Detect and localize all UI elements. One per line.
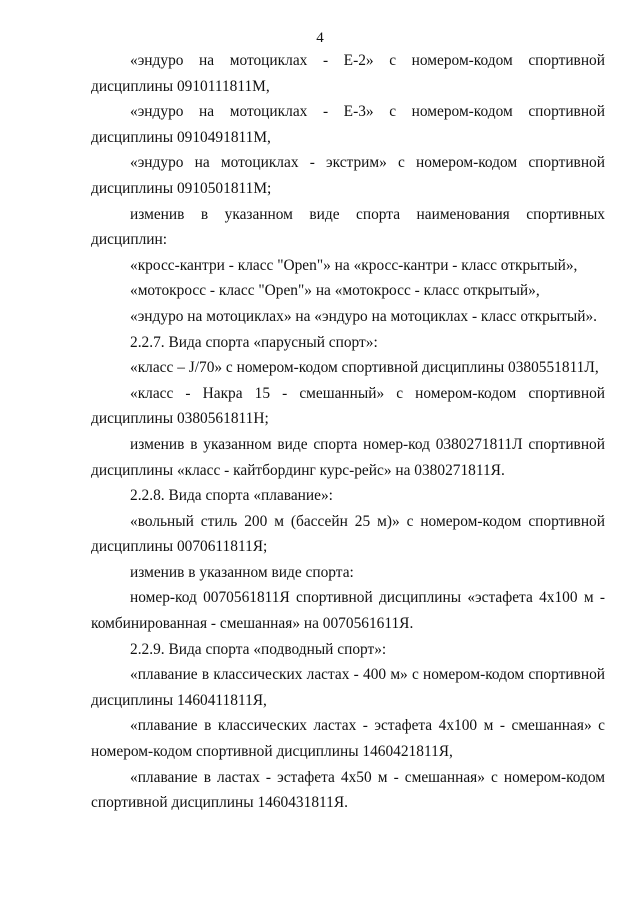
paragraph-motocross-open: «мотокросс - класс "Open"» на «мотокросс - класс открытый»,: [130, 282, 540, 300]
document-body: [91, 48, 605, 816]
paragraph-classic-fins-400: «плавание в классических ластах - 400 м» с номером-кодом спортивной дисциплины 1460411811Я,: [91, 666, 605, 709]
paragraph-nacra-15: «класс - Накра 15 - смешанный» с номером-кодом спортивной дисциплины 0380561811Н;: [91, 384, 605, 428]
paragraph-enduro-open: «эндуро на мотоциклах» на «эндуро на мотоциклах - класс открытый».: [130, 307, 598, 325]
paragraph-cross-country-open: «кросс-кантри - класс "Open"» на «кросс-кантри - класс открытый»,: [130, 256, 578, 274]
paragraph-enduro-e2: «эндуро на мотоциклах - Е-2» с номером-кодом спортивной дисциплины 0910111811М,: [91, 52, 605, 95]
paragraph-classic-fins-relay: «плавание в классических ластах - эстафета 4х100 м - смешанная» с номером-кодом спортивной дисциплины 1460421811Я,: [91, 717, 605, 761]
paragraph-fins-relay-4x50: «плавание в ластах - эстафета 4х50 м - смешанная» с номером-кодом спортивной дисциплины 1460431811Я.: [91, 768, 605, 812]
paragraph-rename-intro: изменив в указанном виде спорта наименования спортивных дисциплин:: [91, 205, 605, 249]
paragraph-relay-code: номер-код 0070561811Я спортивной дисциплины «эстафета 4х100 м - комбинированная - смешанная» на 0070561611Я.: [91, 589, 605, 633]
paragraph-kiteboarding-code: изменив в указанном виде спорта номер-код 0380271811Л спортивной дисциплины «класс - кайтбординг курс-рейс» на 0380271811Я.: [91, 435, 605, 479]
page-number: 4: [316, 30, 324, 46]
section-heading-2-2-7: 2.2.7. Вида спорта «парусный спорт»:: [130, 333, 378, 351]
paragraph-class-j70: «класс – J/70» с номером-кодом спортивной дисциплины 0380551811Л,: [130, 359, 599, 377]
paragraph-change-intro: изменив в указанном виде спорта:: [130, 563, 354, 581]
paragraph-freestyle-200: «вольный стиль 200 м (бассейн 25 м)» с номером-кодом спортивной дисциплины 0070611811Я;: [91, 512, 605, 556]
paragraph-enduro-extreme: «эндуро на мотоциклах - экстрим» с номером-кодом спортивной дисциплины 0910501811М;: [91, 154, 605, 197]
section-heading-2-2-8: 2.2.8. Вида спорта «плавание»:: [130, 487, 333, 505]
paragraph-enduro-e3: «эндуро на мотоциклах - Е-3» с номером-кодом спортивной дисциплины 0910491811М,: [91, 103, 605, 146]
section-heading-2-2-9: 2.2.9. Вида спорта «подводный спорт»:: [130, 640, 387, 658]
